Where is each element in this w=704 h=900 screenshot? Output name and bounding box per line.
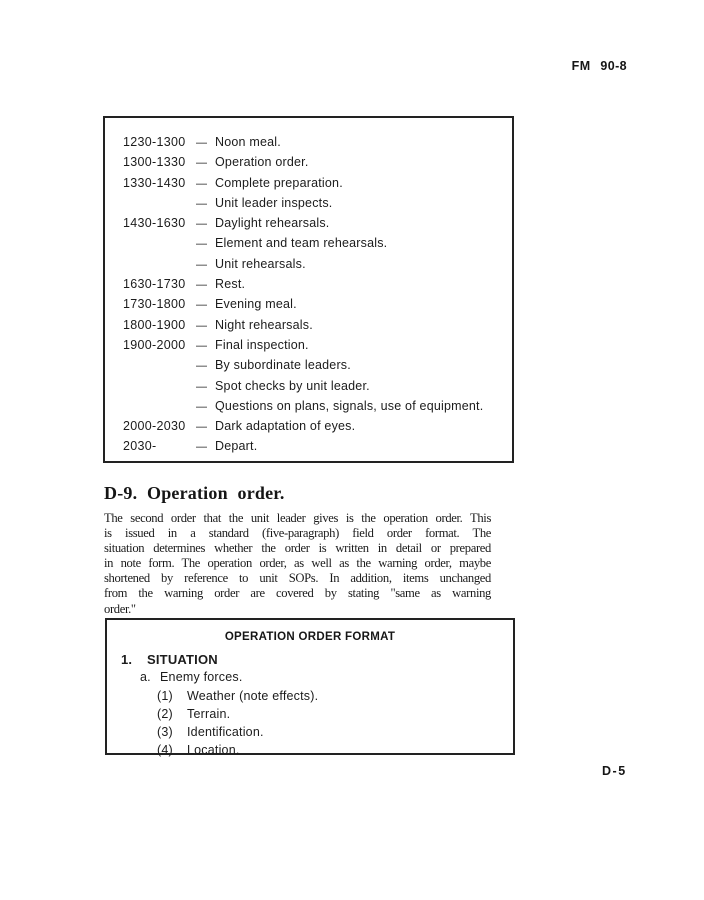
dash-separator: —	[196, 177, 207, 190]
dash-separator: —	[196, 218, 207, 231]
schedule-activity: Element and team rehearsals.	[215, 236, 388, 251]
schedule-activity: Unit leader inspects.	[215, 195, 333, 210]
format-item-text: Identification.	[187, 725, 264, 740]
paragraph-line: The second order that the unit leader gives is the operation order. This	[104, 511, 491, 525]
paragraph-line: shortened by reference to unit SOPs. In addition, items unchanged	[104, 571, 491, 586]
dash-separator: —	[196, 441, 207, 454]
page-number: D-5	[602, 764, 627, 778]
schedule-row	[105, 355, 512, 375]
schedule-activity: Dark adaptation of eyes.	[215, 419, 356, 434]
schedule-row	[105, 193, 512, 213]
format-item	[107, 688, 513, 704]
dash-separator: —	[196, 238, 207, 251]
format-item	[107, 706, 513, 722]
dash-separator: —	[196, 421, 207, 434]
format-item-label: 1.	[121, 652, 133, 667]
daily-schedule-list	[105, 118, 512, 457]
format-item-label: (3)	[157, 725, 173, 740]
schedule-activity: Spot checks by unit leader.	[215, 378, 370, 393]
dash-separator: —	[196, 197, 207, 210]
schedule-row	[105, 254, 512, 274]
schedule-row	[105, 436, 512, 456]
paragraph-line: situation determines whether the order is written in detail or prepared	[104, 541, 491, 556]
section-heading: D-9. Operation order.	[104, 483, 285, 503]
dash-separator: —	[196, 400, 207, 413]
schedule-row	[105, 274, 512, 294]
schedule-activity: Complete preparation.	[215, 175, 343, 190]
format-item-text: Enemy forces.	[160, 670, 243, 685]
format-item-text: Terrain.	[187, 706, 231, 721]
dash-separator: —	[196, 137, 207, 149]
format-item	[107, 724, 513, 740]
dash-separator: —	[196, 279, 207, 292]
schedule-activity: Noon meal.	[215, 135, 281, 149]
schedule-row	[105, 315, 512, 335]
paragraph-line: from the warning order are covered by stating "same as warning	[104, 586, 491, 601]
format-item	[107, 669, 513, 685]
paragraph-line: order."	[104, 601, 136, 616]
schedule-row	[105, 294, 512, 314]
schedule-activity: Depart.	[215, 439, 258, 454]
paragraph-line: is issued in a standard (five-paragraph) field order format. The	[104, 526, 491, 541]
schedule-time: 1730-1800	[123, 297, 186, 312]
schedule-time: 1230-1300	[123, 135, 186, 149]
schedule-activity: By subordinate leaders.	[215, 358, 351, 373]
schedule-row	[105, 416, 512, 436]
schedule-activity: Operation order.	[215, 155, 309, 170]
format-item-label: a.	[140, 670, 151, 685]
schedule-row	[105, 213, 512, 233]
schedule-time: 2000-2030	[123, 419, 186, 434]
format-box-title: OPERATION ORDER FORMAT	[224, 631, 396, 643]
schedule-time: 1430-1630	[123, 216, 186, 231]
dash-separator: —	[196, 258, 207, 271]
dash-separator: —	[196, 380, 207, 393]
schedule-row	[105, 132, 512, 152]
schedule-activity: Unit rehearsals.	[215, 256, 306, 271]
schedule-time: 2030-	[123, 439, 157, 454]
schedule-activity: Night rehearsals.	[215, 317, 313, 332]
format-item-text: Location.	[187, 743, 240, 758]
format-outline	[107, 652, 513, 759]
schedule-time: 1300-1330	[123, 155, 186, 170]
schedule-time: 1800-1900	[123, 317, 186, 332]
schedule-activity: Final inspection.	[215, 337, 309, 352]
schedule-activity: Evening meal.	[215, 297, 297, 312]
schedule-time: 1900-2000	[123, 337, 186, 352]
paragraph-line: in note form. The operation order, as well as the warning order, maybe	[104, 556, 491, 571]
dash-separator: —	[196, 319, 207, 332]
schedule-row	[105, 173, 512, 193]
format-item-label: (2)	[157, 706, 173, 721]
dash-separator: —	[196, 157, 207, 170]
schedule-row	[105, 376, 512, 396]
dash-separator: —	[196, 360, 207, 373]
dash-separator: —	[196, 299, 207, 312]
schedule-row	[105, 335, 512, 355]
schedule-row	[105, 396, 512, 416]
operation-order-format-box	[105, 618, 515, 758]
schedule-activity: Daylight rehearsals.	[215, 216, 330, 231]
format-item-label: (1)	[157, 688, 173, 703]
format-item-text: SITUATION	[147, 652, 218, 667]
schedule-activity: Questions on plans, signals, use of equipment.	[215, 398, 484, 413]
section-paragraph	[104, 511, 491, 617]
daily-schedule-box	[103, 116, 514, 463]
schedule-time: 1330-1430	[123, 175, 186, 190]
dash-separator: —	[196, 339, 207, 352]
format-item-text: Weather (note effects).	[187, 688, 319, 703]
schedule-row	[105, 233, 512, 253]
format-item	[107, 652, 513, 668]
format-item	[107, 742, 513, 758]
format-item-label: (4)	[157, 743, 173, 758]
header-doc-ref: FM 90-8	[571, 59, 627, 73]
schedule-activity: Rest.	[215, 277, 246, 292]
schedule-time: 1630-1730	[123, 277, 186, 292]
schedule-row	[105, 152, 512, 172]
